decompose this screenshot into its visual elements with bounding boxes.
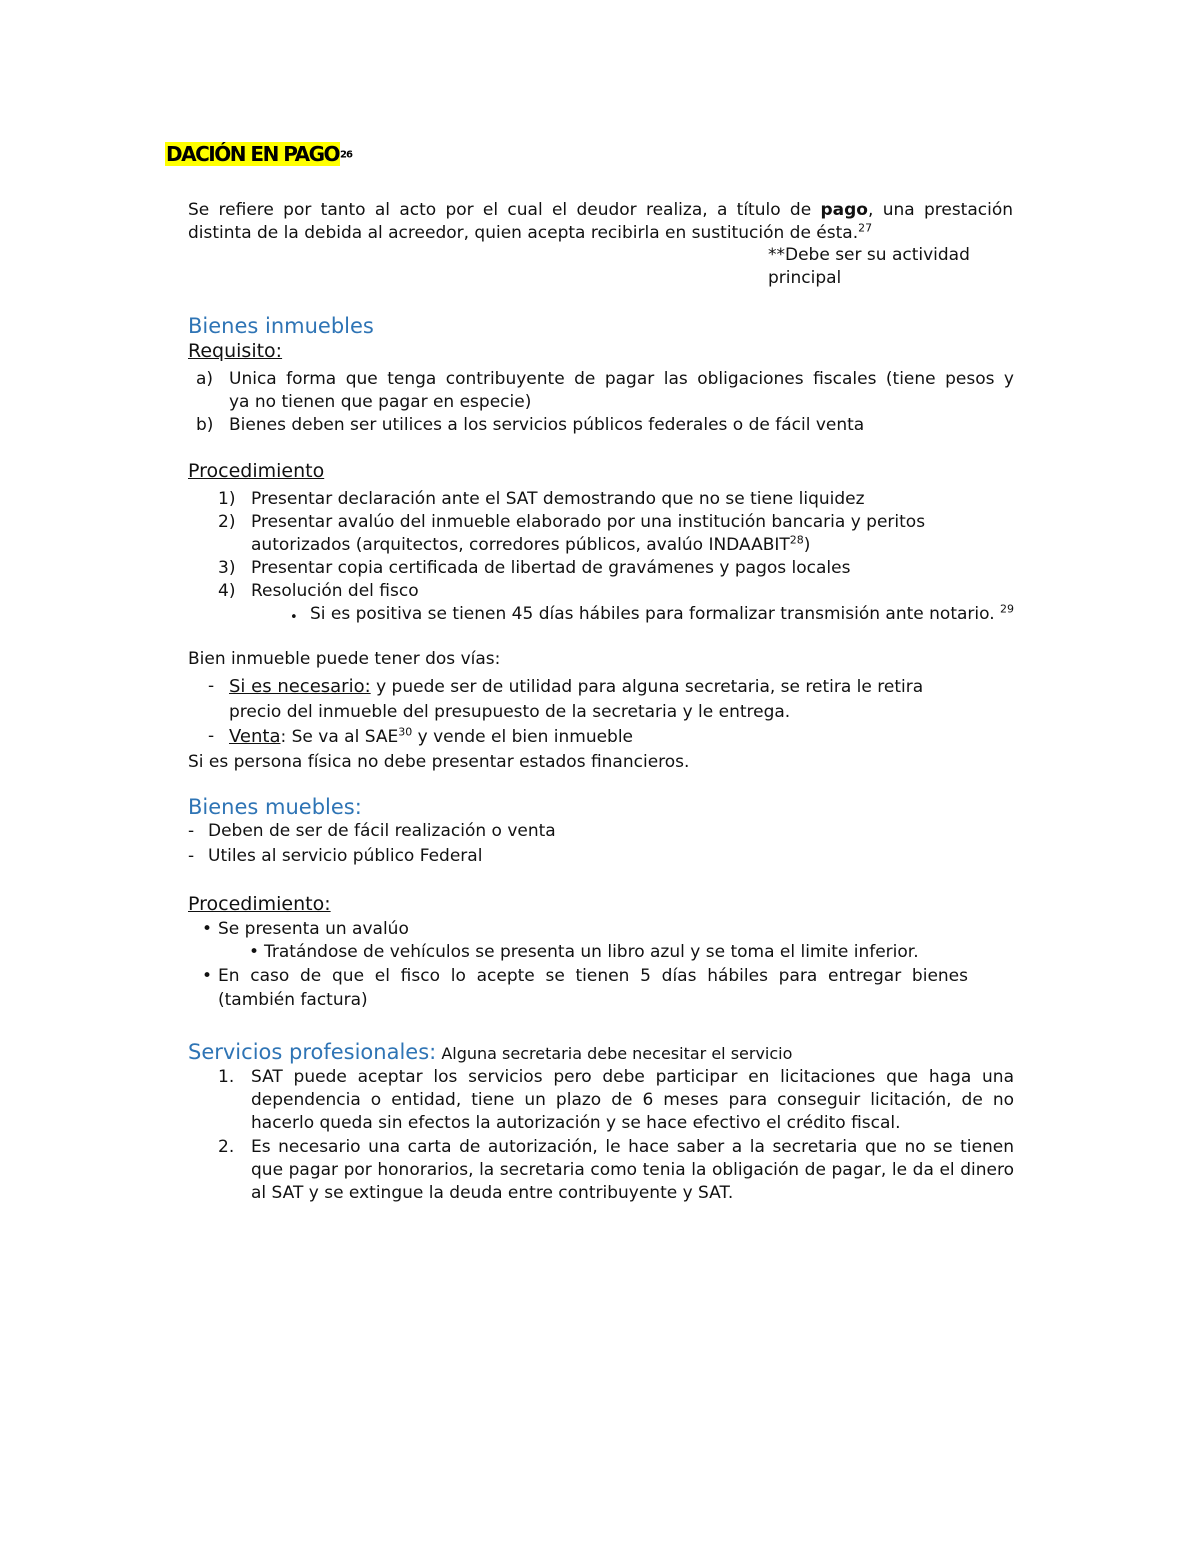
servicio-2-marker: 2. [218, 1137, 235, 1157]
mueble-paso-2: Tratándose de vehículos se presenta un libro azul y se toma el limite inferior. [264, 942, 919, 962]
label-requisito: Requisito: [188, 340, 283, 362]
servicio-1-marker: 1. [218, 1067, 235, 1087]
mueble-paso-3 [218, 965, 968, 1012]
via-1-line1 [229, 675, 923, 699]
via-2-text-a: : Se va al SAE [280, 727, 399, 747]
mueble-paso-3-line2: (también factura) [218, 990, 368, 1010]
paso-2-line1: Presentar avalúo del inmueble elaborado por una institución bancaria y peritos [251, 512, 926, 532]
note-line-2: principal [768, 268, 842, 288]
via-1-text: y puede ser de utilidad para alguna secretaria, se retira le retira [370, 677, 924, 697]
subpaso-footnote: 29 [1000, 602, 1015, 616]
title-highlight: DACIÓN EN PAGO [166, 142, 339, 166]
mueble-1-marker: - [188, 821, 195, 841]
via-1 [229, 675, 923, 724]
heading-servicios-profesionales: Servicios profesionales: [188, 1040, 437, 1064]
title-footnote: 26 [339, 149, 352, 161]
requisito-a-line1: Unica forma que tenga contribuyente de pagar las obligaciones fiscales (tiene pesos y [229, 369, 1014, 389]
via-1-marker: - [208, 676, 215, 696]
via-2-label: Venta [229, 726, 281, 747]
intro-bold-word: pago [820, 200, 868, 220]
mueble-paso-1-bullet: • [202, 919, 213, 939]
mueble-paso-1: Se presenta un avalúo [218, 919, 409, 939]
via-1-line2: precio del inmueble del presupuesto de la secretaria y le entrega. [229, 702, 791, 722]
paso-1-marker: 1) [218, 489, 236, 509]
requisito-a-marker: a) [196, 369, 214, 389]
servicio-1: SAT puede aceptar los servicios pero debe participar en licitaciones que haga una dependencia o entidad, tiene un plazo de 6 meses para conseguir licitación, de no hacerlo queda sin efectos la autorización y se hace efectivo el crédito fiscal. [251, 1067, 1014, 1133]
mueble-paso-3-line1: En caso de que el fisco lo acepte se tienen 5 días hábiles para entregar bienes [218, 966, 968, 986]
heading-bienes-muebles: Bienes muebles: [188, 795, 362, 819]
paso-2-marker: 2) [218, 512, 236, 532]
servicios-subtitle: Alguna secretaria debe necesitar el servicio [436, 1044, 793, 1063]
mueble-2: Utiles al servicio público Federal [208, 846, 483, 866]
note-line-1: **Debe ser su actividad [768, 245, 970, 265]
paso-2-line2 [251, 534, 925, 557]
side-note [768, 244, 998, 290]
requisito-a-line2: ya no tienen que pagar en especie) [229, 392, 532, 412]
subpaso [310, 603, 1014, 626]
via-2-text-b: y vende el bien inmueble [412, 727, 634, 747]
paso-2-line2-text: autorizados (arquitectos, corredores públicos, avalúo INDAABIT [251, 535, 790, 555]
paso-4: Resolución del fisco [251, 581, 419, 601]
subpaso-bullet: • [290, 610, 298, 625]
paso-3-marker: 3) [218, 558, 236, 578]
intro-footnote: 27 [858, 221, 873, 235]
paso-4-marker: 4) [218, 581, 236, 601]
paso-2-line2-end: ) [803, 535, 811, 555]
label-procedimiento-muebles: Procedimiento: [188, 893, 331, 915]
via-1-label: Si es necesario: [229, 676, 371, 697]
page-title [165, 142, 352, 170]
subpaso-text: Si es positiva se tienen 45 días hábiles para formalizar transmisión ante notario. [310, 604, 1001, 624]
mueble-paso-3-bullet: • [202, 966, 213, 986]
intro-paragraph [188, 199, 1013, 245]
heading-bienes-inmuebles: Bienes inmuebles [188, 314, 374, 338]
mueble-1: Deben de ser de fácil realización o venta [208, 821, 556, 841]
paso-3: Presentar copia certificada de libertad de gravámenes y pagos locales [251, 558, 851, 578]
servicio-2: Es necesario una carta de autorización, le hace saber a la secretaria que no se tienen que pagar por honorarios, la secretaria como tenia la obligación de pagar, le da el dinero al SAT y se extingue la deuda entre contribuyente y SAT. [251, 1137, 1014, 1203]
servicios-heading-line [188, 1039, 792, 1066]
label-procedimiento-inmuebles: Procedimiento [188, 460, 325, 482]
paso-2-footnote: 28 [789, 533, 804, 547]
via-2-marker: - [208, 726, 215, 746]
via-2 [229, 725, 633, 749]
persona-fisica: Si es persona física no debe presentar estados financieros. [188, 752, 690, 772]
paso-1: Presentar declaración ante el SAT demostrando que no se tiene liquidez [251, 489, 865, 509]
requisito-a [229, 368, 1014, 414]
requisito-b: Bienes deben ser utilices a los servicios públicos federales o de fácil venta [229, 415, 865, 435]
paso-2 [251, 511, 925, 557]
requisito-b-marker: b) [196, 415, 214, 435]
intro-text-after: , una prestación distinta de la debida al acreedor, quien acepta recibirla en sustitución de ésta. [188, 200, 1014, 243]
intro-text-before: Se refiere por tanto al acto por el cual el deudor realiza, a título de [188, 200, 821, 220]
mueble-paso-2-bullet: • [249, 942, 260, 962]
via-2-footnote: 30 [398, 725, 413, 739]
vias-intro: Bien inmueble puede tener dos vías: [188, 649, 501, 669]
mueble-2-marker: - [188, 846, 195, 866]
